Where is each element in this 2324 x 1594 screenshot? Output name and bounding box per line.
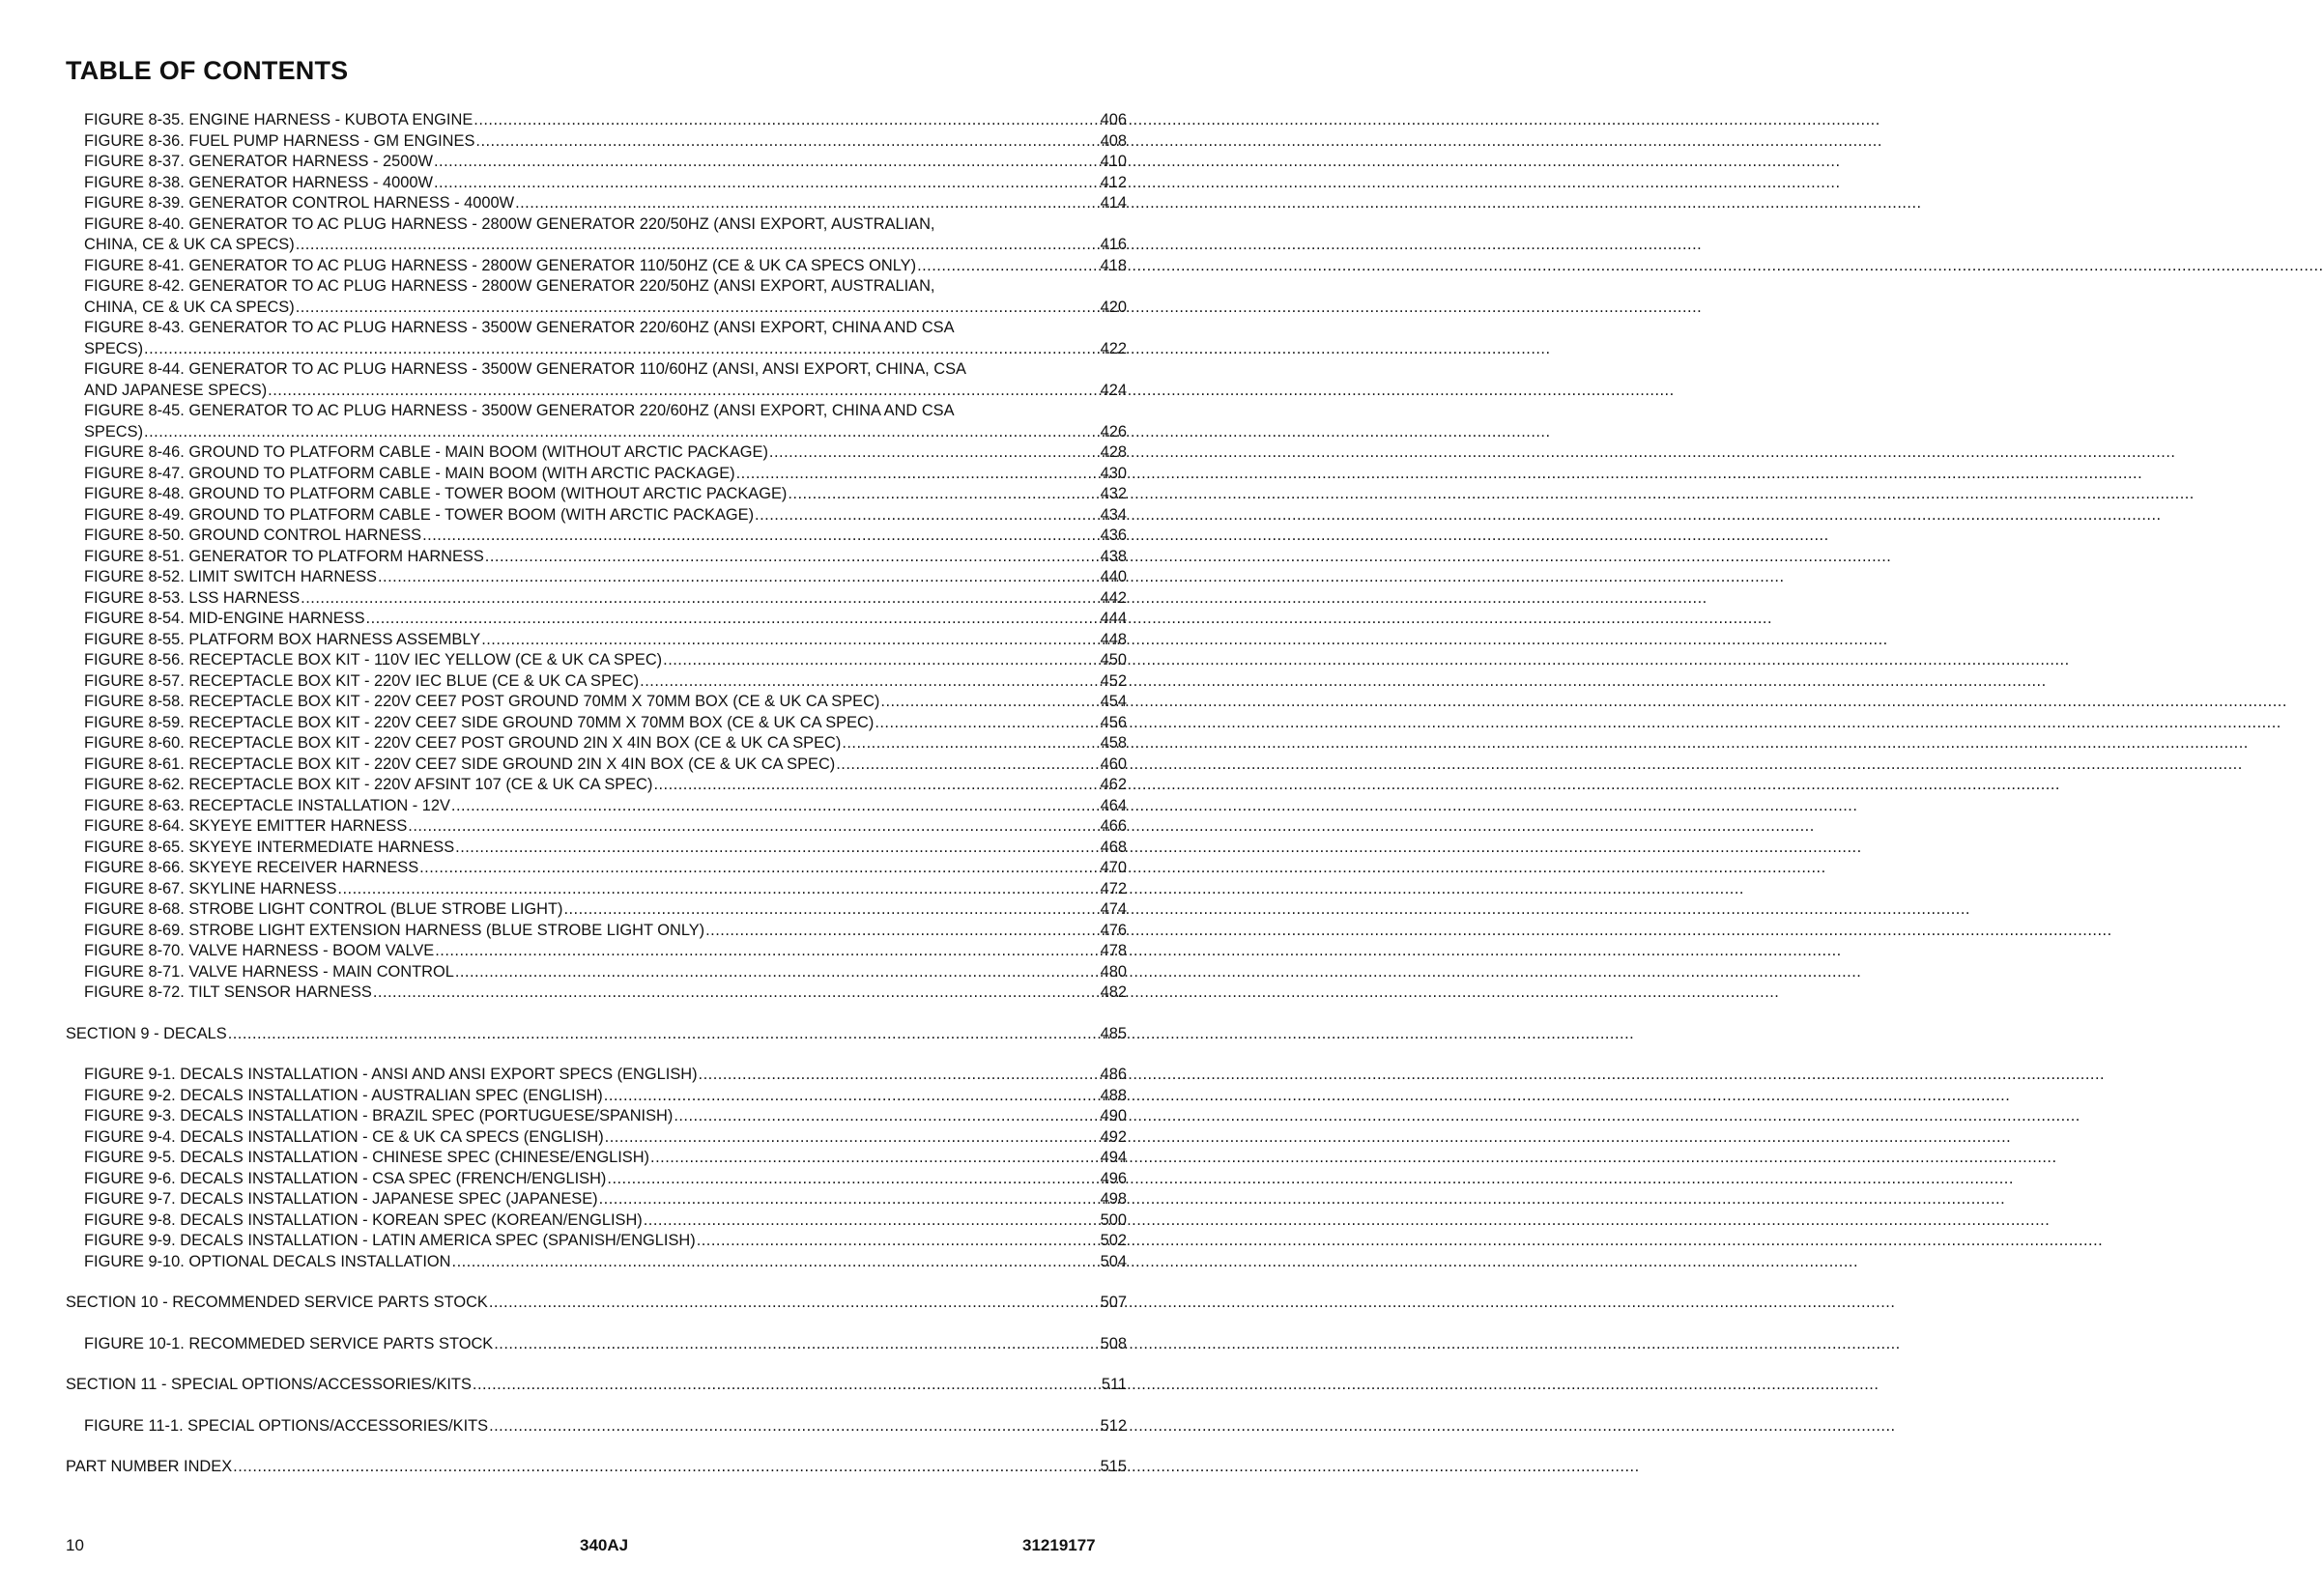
- toc-entry-row: [84, 464, 1127, 485]
- toc-entry-page: 422: [1100, 339, 1127, 357]
- toc-entry-row: [84, 131, 1127, 153]
- dot-leader: [451, 796, 1100, 817]
- dot-leader: [452, 1252, 1100, 1273]
- toc-entry-row: [84, 422, 1127, 443]
- toc-entry-title: FIGURE 9-2. DECALS INSTALLATION - AUSTRALIAN SPEC (ENGLISH): [84, 1086, 603, 1104]
- toc-entry-title: FIGURE 8-57. RECEPTACLE BOX KIT - 220V IEC BLUE (CE & UK CA SPEC): [84, 671, 640, 690]
- toc-entry-title: FIGURE 8-69. STROBE LIGHT EXTENSION HARNESS (BLUE STROBE LIGHT ONLY): [84, 921, 705, 939]
- toc-entry-row: [84, 1127, 1127, 1149]
- toc-entry-row: [84, 609, 1127, 630]
- footer-page-number: 10: [66, 1536, 84, 1554]
- toc-entry[interactable]: [84, 1416, 1127, 1437]
- dot-leader: [705, 921, 1100, 942]
- toc-entry-row: [84, 775, 1127, 796]
- toc-entry-page: 456: [1100, 713, 1127, 731]
- dot-leader: [653, 775, 1099, 796]
- toc-entry-page: 430: [1100, 464, 1127, 482]
- toc-entry-row: [84, 505, 1127, 527]
- toc-entry-title: FIGURE 9-10. OPTIONAL DECALS INSTALLATION: [84, 1252, 451, 1270]
- toc-entry-row: [84, 1416, 1127, 1437]
- dot-leader: [408, 816, 1099, 838]
- dot-leader: [434, 152, 1100, 173]
- dot-leader: [373, 982, 1100, 1004]
- toc-entry-title: FIGURE 8-36. FUEL PUMP HARNESS - GM ENGINES: [84, 131, 475, 150]
- toc-list: [66, 110, 1127, 1478]
- dot-leader: [337, 879, 1099, 900]
- dot-leader: [650, 1148, 1100, 1169]
- toc-entry[interactable]: [84, 671, 1127, 693]
- dot-leader: [419, 858, 1100, 879]
- toc-entry-title: FIGURE 8-61. RECEPTACLE BOX KIT - 220V CEE7 SIDE GROUND 2IN X 4IN BOX (CE & UK CA SPEC): [84, 754, 836, 773]
- toc-entry-row: [84, 1169, 1127, 1190]
- toc-entry[interactable]: [84, 816, 1127, 838]
- toc-entry[interactable]: [84, 276, 1127, 318]
- toc-entry-title: FIGURE 11-1. SPECIAL OPTIONS/ACCESSORIES/KITS: [84, 1416, 489, 1435]
- dot-leader: [917, 256, 1100, 277]
- toc-entry[interactable]: [66, 1457, 1127, 1478]
- toc-entry[interactable]: [84, 692, 1127, 713]
- toc-entry-row: [84, 256, 1127, 277]
- dot-leader: [455, 838, 1100, 859]
- toc-entry-row: [84, 692, 1127, 713]
- toc-entry[interactable]: [84, 1106, 1127, 1127]
- toc-entry-row: [84, 1086, 1127, 1107]
- toc-entry[interactable]: [84, 567, 1127, 588]
- toc-entry-title: FIGURE 8-63. RECEPTACLE INSTALLATION - 12V: [84, 796, 450, 814]
- toc-entry[interactable]: [84, 110, 1127, 131]
- toc-entry[interactable]: [84, 547, 1127, 568]
- toc-entry-page: 410: [1100, 153, 1127, 170]
- toc-entry-page: 488: [1100, 1086, 1127, 1104]
- toc-entry-title: FIGURE 10-1. RECOMMEDED SERVICE PARTS STOCK: [84, 1334, 494, 1352]
- dot-leader: [296, 298, 1100, 319]
- toc-entry-page: 498: [1100, 1190, 1127, 1208]
- toc-entry-row: [84, 1231, 1127, 1252]
- dot-leader: [699, 1065, 1100, 1086]
- toc-entry-page: 436: [1100, 527, 1127, 544]
- dot-leader: [268, 381, 1099, 402]
- toc-entry-row: [84, 484, 1127, 505]
- toc-entry-title: FIGURE 8-48. GROUND TO PLATFORM CABLE - TOWER BOOM (WITHOUT ARCTIC PACKAGE): [84, 485, 788, 502]
- toc-entry[interactable]: [84, 609, 1127, 630]
- toc-entry-title: FIGURE 8-46. GROUND TO PLATFORM CABLE - MAIN BOOM (WITHOUT ARCTIC PACKAGE): [84, 443, 768, 461]
- toc-entry[interactable]: [84, 359, 1127, 401]
- toc-entry-page: 508: [1100, 1334, 1127, 1352]
- toc-entry-page: 460: [1100, 754, 1127, 773]
- toc-entry-title: FIGURE 8-35. ENGINE HARNESS - KUBOTA ENGINE: [84, 111, 473, 128]
- dot-leader: [836, 754, 1099, 776]
- toc-entry[interactable]: [84, 1127, 1127, 1149]
- toc-entry-title: FIGURE 8-52. LIMIT SWITCH HARNESS: [84, 568, 377, 585]
- toc-entry-row: [84, 173, 1127, 194]
- toc-entry-title: SECTION 11 - SPECIAL OPTIONS/ACCESSORIES/KITS: [66, 1376, 472, 1393]
- dot-leader: [485, 547, 1100, 568]
- toc-entry-title: FIGURE 8-56. RECEPTACLE BOX KIT - 110V IEC YELLOW (CE & UK CA SPEC): [84, 651, 663, 669]
- toc-entry[interactable]: [84, 464, 1127, 485]
- toc-entry-page: 474: [1100, 900, 1127, 918]
- dot-leader: [563, 899, 1099, 921]
- toc-entry[interactable]: [84, 838, 1127, 859]
- toc-entry-title: FIGURE 8-49. GROUND TO PLATFORM CABLE - TOWER BOOM (WITH ARCTIC PACKAGE): [84, 505, 755, 524]
- toc-entry-row: [84, 526, 1127, 547]
- toc-entry-page: 486: [1100, 1066, 1127, 1083]
- toc-entry-row: [84, 110, 1127, 131]
- toc-entry-row: [84, 442, 1127, 464]
- toc-entry-page: 416: [1100, 236, 1127, 253]
- toc-entry[interactable]: [84, 1189, 1127, 1210]
- toc-entry-row: [84, 630, 1127, 651]
- toc-entry-page: 444: [1100, 610, 1127, 627]
- toc-entry[interactable]: [84, 318, 1127, 359]
- toc-entry[interactable]: [84, 899, 1127, 921]
- toc-entry[interactable]: [84, 214, 1127, 256]
- toc-entry-page: 515: [1100, 1458, 1127, 1475]
- toc-entry-title: FIGURE 8-68. STROBE LIGHT CONTROL (BLUE STROBE LIGHT): [84, 900, 563, 918]
- toc-entry-row: [84, 816, 1127, 838]
- dot-leader: [434, 173, 1100, 194]
- toc-entry-page: 458: [1100, 734, 1127, 752]
- toc-entry-title: FIGURE 8-62. RECEPTACLE BOX KIT - 220V AFSINT 107 (CE & UK CA SPEC): [84, 776, 653, 793]
- toc-entry-title: CHINA, CE & UK CA SPECS): [84, 236, 295, 253]
- toc-entry-page: 406: [1100, 111, 1127, 128]
- dot-leader: [604, 1086, 1100, 1107]
- toc-entry[interactable]: [84, 921, 1127, 942]
- toc-entry-title: FIGURE 9-1. DECALS INSTALLATION - ANSI AND ANSI EXPORT SPECS (ENGLISH): [84, 1066, 698, 1083]
- toc-entry-page: 476: [1100, 921, 1127, 939]
- toc-entry[interactable]: [84, 879, 1127, 900]
- toc-entry-title: FIGURE 8-59. RECEPTACLE BOX KIT - 220V CEE7 SIDE GROUND 70MM X 70MM BOX (CE & UK CA SPEC): [84, 713, 875, 731]
- toc-entry-row: [84, 339, 1127, 360]
- toc-entry[interactable]: [84, 173, 1127, 194]
- toc-entry-title: FIGURE 8-64. SKYEYE EMITTER HARNESS: [84, 817, 408, 835]
- dot-leader: [473, 110, 1099, 131]
- toc-entry[interactable]: [84, 796, 1127, 817]
- toc-entry-row: [84, 754, 1127, 776]
- toc-entry-row: [84, 567, 1127, 588]
- toc-entry-page: 428: [1100, 443, 1127, 461]
- toc-entry-row: [84, 193, 1127, 214]
- toc-entry-row: [84, 838, 1127, 859]
- dot-leader: [674, 1106, 1099, 1127]
- toc-entry-row: [66, 1375, 1127, 1396]
- toc-entry-title: FIGURE 8-58. RECEPTACLE BOX KIT - 220V CEE7 POST GROUND 70MM X 70MM BOX (CE & UK CA SPEC): [84, 693, 880, 710]
- toc-entry-title-line: FIGURE 8-45. GENERATOR TO AC PLUG HARNESS - 3500W GENERATOR 220/60HZ (ANSI EXPORT, CHINA AND CSA: [84, 402, 955, 419]
- toc-entry[interactable]: [84, 131, 1127, 153]
- toc-entry[interactable]: [84, 152, 1127, 173]
- toc-entry[interactable]: [84, 526, 1127, 547]
- toc-entry-page: 432: [1100, 485, 1127, 502]
- dot-leader: [697, 1231, 1100, 1252]
- dot-leader: [736, 464, 1100, 485]
- toc-entry-row: [84, 1106, 1127, 1127]
- toc-entry-row: [84, 1189, 1127, 1210]
- toc-entry-row: [84, 899, 1127, 921]
- toc-entry-row: [84, 962, 1127, 983]
- toc-entry-page: 424: [1100, 381, 1127, 399]
- toc-entry-row: [84, 381, 1127, 402]
- toc-entry[interactable]: [84, 982, 1127, 1004]
- toc-entry-title-line: FIGURE 8-42. GENERATOR TO AC PLUG HARNESS - 2800W GENERATOR 220/50HZ (ANSI EXPORT, AUSTRALIAN,: [84, 277, 935, 295]
- toc-entry-page: 418: [1100, 256, 1127, 274]
- toc-entry-page: 438: [1100, 547, 1127, 565]
- toc-entry[interactable]: [84, 775, 1127, 796]
- dot-leader: [489, 1293, 1100, 1314]
- dot-leader: [755, 505, 1100, 527]
- toc-entry-title: AND JAPANESE SPECS): [84, 381, 268, 399]
- toc-entry[interactable]: [84, 962, 1127, 983]
- toc-entry-row: [84, 298, 1127, 319]
- toc-entry-row: [84, 152, 1127, 173]
- toc-entry-row: [84, 235, 1127, 256]
- toc-entry-page: 442: [1100, 588, 1127, 607]
- toc-entry[interactable]: [66, 1375, 1127, 1396]
- dot-leader: [455, 962, 1100, 983]
- toc-entry-page: 440: [1100, 568, 1127, 585]
- toc-entry-row: [84, 713, 1127, 734]
- toc-entry-page: 412: [1100, 173, 1127, 191]
- toc-entry-row: [84, 1148, 1127, 1169]
- dot-leader: [366, 609, 1100, 630]
- toc-entry-page: 468: [1100, 838, 1127, 856]
- toc-entry-title: SPECS): [84, 339, 144, 357]
- toc-entry-page: 511: [1101, 1376, 1127, 1393]
- toc-entry-row: [84, 733, 1127, 754]
- toc-entry-row: [84, 1252, 1127, 1273]
- toc-entry-title: PART NUMBER INDEX: [66, 1458, 233, 1475]
- toc-entry-title: FIGURE 9-9. DECALS INSTALLATION - LATIN AMERICA SPEC (SPANISH/ENGLISH): [84, 1232, 696, 1249]
- toc-entry-title: FIGURE 9-4. DECALS INSTALLATION - CE & UK CA SPECS (ENGLISH): [84, 1127, 604, 1146]
- toc-entry-title: FIGURE 8-71. VALVE HARNESS - MAIN CONTROL: [84, 962, 454, 981]
- toc-entry-page: 482: [1100, 983, 1127, 1001]
- toc-entry-title: FIGURE 9-5. DECALS INSTALLATION - CHINESE SPEC (CHINESE/ENGLISH): [84, 1149, 650, 1166]
- toc-entry-page: 450: [1100, 651, 1127, 669]
- toc-entry-page: 452: [1100, 671, 1127, 690]
- toc-entry-title: FIGURE 8-53. LSS HARNESS: [84, 588, 301, 607]
- page-title: TABLE OF CONTENTS: [66, 56, 349, 85]
- toc-entry-title: FIGURE 8-38. GENERATOR HARNESS - 4000W: [84, 173, 433, 191]
- dot-leader: [644, 1210, 1100, 1232]
- toc-entry-page: 485: [1100, 1024, 1127, 1042]
- dot-leader: [144, 339, 1100, 360]
- toc-entry-title: FIGURE 8-41. GENERATOR TO AC PLUG HARNESS - 2800W GENERATOR 110/50HZ (CE & UK CA SPECS ONLY): [84, 256, 917, 274]
- dot-leader: [880, 692, 1099, 713]
- toc-entry[interactable]: [84, 1065, 1127, 1086]
- toc-entry[interactable]: [84, 588, 1127, 610]
- toc-entry-row: [84, 796, 1127, 817]
- dot-leader: [607, 1169, 1099, 1190]
- toc-entry-title: FIGURE 8-39. GENERATOR CONTROL HARNESS - 4000W: [84, 194, 515, 212]
- toc-entry-title: FIGURE 8-70. VALVE HARNESS - BOOM VALVE: [84, 942, 435, 959]
- dot-leader: [640, 671, 1099, 693]
- toc-entry[interactable]: [84, 505, 1127, 527]
- toc-entry-page: 466: [1100, 817, 1127, 835]
- footer-model: 340AJ: [580, 1536, 629, 1554]
- footer-document-number: 31219177: [1022, 1536, 1096, 1554]
- toc-entry-page: 426: [1100, 422, 1127, 441]
- toc-entry[interactable]: [84, 1334, 1127, 1355]
- dot-leader: [769, 442, 1100, 464]
- toc-entry-page: 504: [1100, 1252, 1127, 1270]
- dot-leader: [296, 235, 1100, 256]
- toc-entry[interactable]: [84, 733, 1127, 754]
- toc-entry-title: FIGURE 8-66. SKYEYE RECEIVER HARNESS: [84, 859, 419, 876]
- toc-entry-page: 434: [1100, 505, 1127, 524]
- toc-entry[interactable]: [84, 401, 1127, 442]
- dot-leader: [842, 733, 1099, 754]
- dot-leader: [435, 941, 1099, 962]
- toc-entry[interactable]: [84, 256, 1127, 277]
- dot-leader: [228, 1024, 1100, 1045]
- toc-entry[interactable]: [84, 713, 1127, 734]
- toc-entry-title-line: FIGURE 8-43. GENERATOR TO AC PLUG HARNESS - 3500W GENERATOR 220/60HZ (ANSI EXPORT, CHINA AND CSA: [84, 319, 955, 336]
- toc-entry[interactable]: [84, 754, 1127, 776]
- dot-leader: [663, 650, 1100, 671]
- toc-entry[interactable]: [84, 1148, 1127, 1169]
- toc-entry[interactable]: [84, 1252, 1127, 1273]
- toc-entry[interactable]: [84, 630, 1127, 651]
- toc-entry-page: 494: [1100, 1149, 1127, 1166]
- toc-entry-page: 462: [1100, 776, 1127, 793]
- toc-entry[interactable]: [84, 941, 1127, 962]
- toc-entry-title: SECTION 10 - RECOMMENDED SERVICE PARTS STOCK: [66, 1294, 488, 1311]
- toc-entry-page: 470: [1100, 859, 1127, 876]
- dot-leader: [422, 526, 1100, 547]
- toc-entry-row: [84, 1065, 1127, 1086]
- toc-entry-row: [84, 1334, 1127, 1355]
- toc-entry-title: SPECS): [84, 422, 144, 441]
- toc-entry[interactable]: [66, 1024, 1127, 1045]
- toc-entry-page: 507: [1100, 1294, 1127, 1311]
- toc-entry-row: [84, 588, 1127, 610]
- toc-entry-title: FIGURE 8-50. GROUND CONTROL HARNESS: [84, 527, 422, 544]
- dot-leader: [144, 422, 1100, 443]
- dot-leader: [605, 1127, 1100, 1149]
- toc-entry-row: [84, 547, 1127, 568]
- toc-entry-row: [84, 941, 1127, 962]
- toc-entry-row: [84, 921, 1127, 942]
- toc-entry-title: CHINA, CE & UK CA SPECS): [84, 298, 295, 316]
- toc-entry-page: 502: [1100, 1232, 1127, 1249]
- toc-entry[interactable]: [84, 650, 1127, 671]
- toc-entry-page: 420: [1100, 298, 1127, 316]
- dot-leader: [233, 1457, 1100, 1478]
- toc-entry-page: 512: [1100, 1416, 1127, 1435]
- dot-leader: [494, 1334, 1099, 1355]
- toc-entry-row: [66, 1024, 1127, 1045]
- toc-entry-page: 408: [1100, 131, 1127, 150]
- toc-entry-page: 472: [1100, 879, 1127, 897]
- toc-entry-page: 414: [1100, 194, 1127, 212]
- toc-entry-row: [84, 858, 1127, 879]
- toc-entry-page: 454: [1100, 693, 1127, 710]
- toc-entry-title: FIGURE 9-6. DECALS INSTALLATION - CSA SPEC (FRENCH/ENGLISH): [84, 1169, 607, 1187]
- toc-entry-title: FIGURE 8-67. SKYLINE HARNESS: [84, 879, 337, 897]
- toc-entry-page: 492: [1100, 1127, 1127, 1146]
- dot-leader: [489, 1416, 1100, 1437]
- toc-entry-title: FIGURE 8-60. RECEPTACLE BOX KIT - 220V CEE7 POST GROUND 2IN X 4IN BOX (CE & UK CA SPEC): [84, 734, 842, 752]
- dot-leader: [481, 630, 1099, 651]
- dot-leader: [599, 1189, 1100, 1210]
- toc-entry-title-line: FIGURE 8-44. GENERATOR TO AC PLUG HARNESS - 3500W GENERATOR 110/60HZ (ANSI, ANSI EXPORT, CHINA, CSA: [84, 360, 966, 378]
- toc-entry[interactable]: [84, 1231, 1127, 1252]
- toc-entry-page: 500: [1100, 1210, 1127, 1229]
- toc-entry-page: 480: [1100, 962, 1127, 981]
- toc-entry[interactable]: [84, 484, 1127, 505]
- toc-entry-title: FIGURE 8-37. GENERATOR HARNESS - 2500W: [84, 153, 433, 170]
- toc-entry-title: FIGURE 8-65. SKYEYE INTERMEDIATE HARNESS: [84, 838, 455, 856]
- toc-entry[interactable]: [84, 442, 1127, 464]
- toc-entry[interactable]: [66, 1293, 1127, 1314]
- dot-leader: [788, 484, 1099, 505]
- dot-leader: [473, 1375, 1101, 1396]
- toc-entry-title: FIGURE 8-55. PLATFORM BOX HARNESS ASSEMBLY: [84, 630, 481, 648]
- toc-entry-page: 496: [1100, 1169, 1127, 1187]
- toc-entry-title: FIGURE 9-3. DECALS INSTALLATION - BRAZIL SPEC (PORTUGUESE/SPANISH): [84, 1107, 674, 1124]
- dot-leader: [301, 588, 1099, 610]
- toc-entry-title: FIGURE 8-51. GENERATOR TO PLATFORM HARNESS: [84, 547, 484, 565]
- toc-entry-page: 448: [1100, 630, 1127, 648]
- dot-leader: [475, 131, 1099, 153]
- toc-entry-row: [84, 1210, 1127, 1232]
- toc-entry-row: [84, 650, 1127, 671]
- toc-entry-title: FIGURE 8-47. GROUND TO PLATFORM CABLE - MAIN BOOM (WITH ARCTIC PACKAGE): [84, 464, 735, 482]
- toc-entry-title: FIGURE 8-72. TILT SENSOR HARNESS: [84, 983, 372, 1001]
- toc-entry-title: SECTION 9 - DECALS: [66, 1024, 227, 1042]
- toc-entry-row: [84, 671, 1127, 693]
- toc-entry-row: [66, 1293, 1127, 1314]
- toc-entry-page: 478: [1100, 942, 1127, 959]
- dot-leader: [875, 713, 1099, 734]
- toc-entry[interactable]: [84, 1086, 1127, 1107]
- dot-leader: [515, 193, 1100, 214]
- toc-entry-row: [84, 982, 1127, 1004]
- toc-entry[interactable]: [84, 1169, 1127, 1190]
- toc-entry-title-line: FIGURE 8-40. GENERATOR TO AC PLUG HARNESS - 2800W GENERATOR 220/50HZ (ANSI EXPORT, AUSTRALIAN,: [84, 214, 935, 233]
- toc-entry-row: [84, 879, 1127, 900]
- toc-entry[interactable]: [84, 858, 1127, 879]
- toc-entry-title: FIGURE 8-54. MID-ENGINE HARNESS: [84, 610, 365, 627]
- toc-entry[interactable]: [84, 193, 1127, 214]
- toc-entry-page: 490: [1100, 1107, 1127, 1124]
- toc-entry-page: 464: [1100, 796, 1127, 814]
- toc-entry[interactable]: [84, 1210, 1127, 1232]
- dot-leader: [378, 567, 1100, 588]
- toc-entry-row: [66, 1457, 1127, 1478]
- toc-entry-title: FIGURE 9-8. DECALS INSTALLATION - KOREAN SPEC (KOREAN/ENGLISH): [84, 1210, 643, 1229]
- toc-entry-title: FIGURE 9-7. DECALS INSTALLATION - JAPANESE SPEC (JAPANESE): [84, 1190, 598, 1208]
